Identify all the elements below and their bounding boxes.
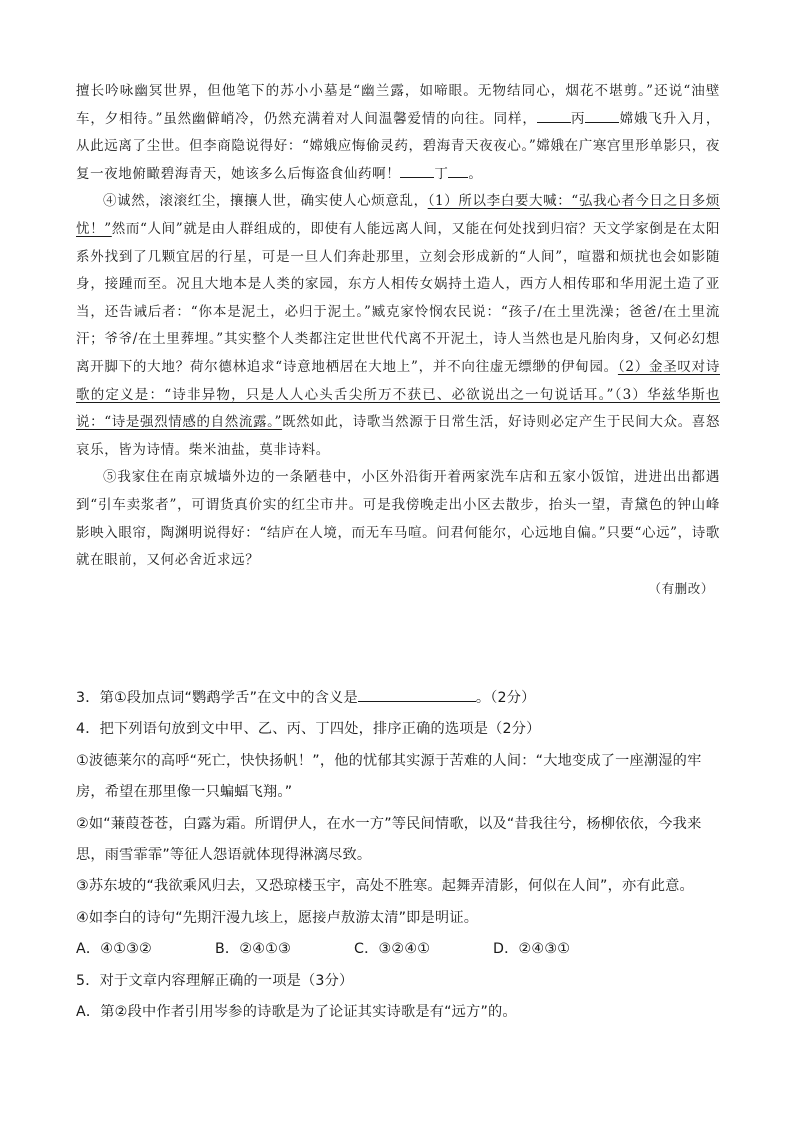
option-d[interactable]: D．②④③① <box>493 941 571 958</box>
question-3 <box>76 683 726 714</box>
paragraph-text: 。 <box>468 165 483 182</box>
question-4-options <box>76 934 726 965</box>
paragraph-5: ⑤我家住在南京城墙外边的一条陋巷中，小区外沿街开着两家洗车店和五家小饭馆，进进出出都遇到“引车卖浆者”，可谓货真价实的红尘市井。可是我傍晚走出小区去散步，抬头一望，青黛色的钟山峰影映入眼帘，陶渊明说得好：“结庐在人境，而无车马喧。问君何能尔，心远地自偏。”只要“心远”，诗歌就在眼前，又何必舍近求远？ <box>76 469 720 569</box>
question-4-sentence-2: ②如“蒹葭苍苍，白露为霜。所谓伊人，在水一方”等民间情歌，以及“昔我往兮，杨柳依依，今我来思，雨雪霏霏”等征人怨语就体现得淋漓尽致。 <box>76 815 702 864</box>
blank-line <box>400 163 434 178</box>
blank-label-ding: 丁 <box>434 165 449 182</box>
question-5-option-a[interactable]: A．第②段中作者引用岑参的诗歌是为了论证其实诗歌是有“远方”的。 <box>76 1004 517 1021</box>
blank-line <box>537 108 571 123</box>
underlined-sentence-2-3: （2）金圣叹对诗歌的定义是：“诗非异物，只是人人心头舌尖所万不获已、必欲说出之一句说话耳。”（3）华兹华斯也说：“诗是强烈情感的自然流露。” <box>76 358 720 431</box>
question-4-stem: 4．把下列语句放到文中甲、乙、丙、丁四处，排序正确的选项是（2分） <box>76 721 541 738</box>
source-note: （有删改） <box>648 580 714 596</box>
paragraph-text: 擅长吟咏幽冥世界，但他笔下的苏小小墓是“幽兰露，如啼眼。无物结同心，烟花不堪剪。”还说“油壁车，夕相待。”虽然幽僻峭冷，仍然充满着对人间温馨爱情的向往。同样， <box>76 83 720 127</box>
question-4-sentence-3: ③苏东坡的“我欲乘风归去，又恐琼楼玉宇，高处不胜寒。起舞弄清影，何似在人间”，亦有此意。 <box>76 878 694 895</box>
option-b[interactable]: B．②④①③ <box>215 941 291 958</box>
blank-line <box>448 163 468 178</box>
paragraph-text: 然而“人间”就是由人群组成的，即使有人能远离人间，又能在何处找到归宿？天文学家倒是在太阳系外找到了几颗宜居的行星，可是一旦人们奔赴那里，立刻会形成新的“人间”，喧嚣和烦扰也会如影随身，接踵而至。况且大地本是人类的家园，东方人相传女娲持土造人，西方人相传耶和华用泥土造了亚当，还告诫后者：“你本是泥土，必归于泥土。”臧克家怜悯农民说：“孩子/在土里洗澡；爸爸/在土里流汗；爷爷/在土里葬埋。”其实整个人类都注定世世代代离不开泥土，诗人当然也是凡胎肉身，又何必幻想离开脚下的大地？荷尔德林追求“诗意地栖居在大地上”，并不向往虚无缥缈的伊甸园。 <box>76 220 720 375</box>
blank-label-bing: 丙 <box>570 110 586 127</box>
question-4-sentence-4: ④如李白的诗句“先期汗漫九垓上，愿接卢敖游太清”即是明证。 <box>76 909 479 926</box>
question-4-sentence-1: ①波德莱尔的高呼“死亡，快快扬帆！”，他的忧郁其实源于苦难的人间：“大地变成了一座潮湿的牢房，希望在那里像一只蝙蝠飞翔。” <box>76 752 702 801</box>
question-text: 3．第①段加点词“鹦鹉学舌”在文中的含义是 <box>76 690 358 706</box>
option-a[interactable]: A．④①③② <box>76 941 152 958</box>
option-c[interactable]: C．③②④① <box>354 941 431 958</box>
question-text: 。（2分） <box>475 690 536 706</box>
paragraph-3-continued <box>76 78 720 188</box>
question-5-stem: 5．对于文章内容理解正确的一项是（3分） <box>76 972 354 989</box>
paragraph-text: 嫦娥飞升入月，从此远离了尘世。但李商隐说得好：“嫦娥应悔偷灵药，碧海青天夜夜心。”嫦娥在广寒宫里形单影只，夜复一夜地俯瞰碧海青天，她该多么后悔盗食仙药啊！ <box>76 110 720 182</box>
paragraph-text: 既然如此，诗歌当然源于日常生活，好诗则必定产生于民间大众。喜怒哀乐，皆为诗情。柴米油盐，莫非诗料。 <box>76 414 720 458</box>
paragraph-4 <box>76 188 720 464</box>
answer-blank[interactable] <box>358 686 476 702</box>
paragraph-text: ④诚然，滚滚红尘，攘攘人世，确实使人心烦意乱， <box>103 193 428 210</box>
questions-section <box>76 683 726 1028</box>
blank-line <box>585 108 619 123</box>
reading-passage <box>76 78 720 602</box>
underlined-sentence-1: （1）所以李白要大喊：“弘我心者今日之日多烦忧！” <box>76 193 720 237</box>
